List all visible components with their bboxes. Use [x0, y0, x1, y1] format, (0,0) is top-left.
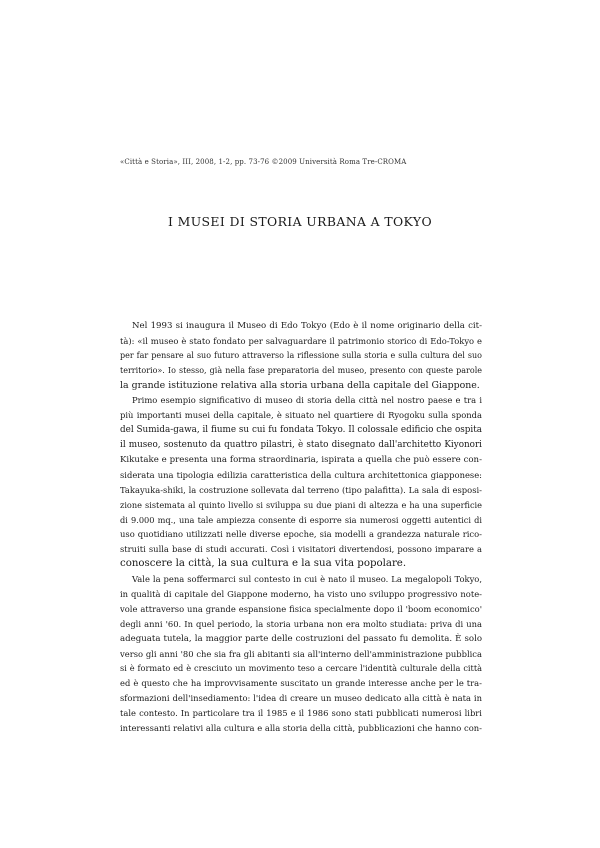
body-line: adeguata tutela, la maggior parte delle costruzioni del passato fu demolita. È solo: [120, 633, 482, 644]
body-line: degli anni '60. In quel periodo, la storia urbana non era molto studiata: priva di una: [120, 618, 482, 629]
body-line: Vale la pena soffermarci sul contesto in cui è nato il museo. La megalopoli Tokyo,: [132, 574, 482, 585]
body-line: Primo esempio significativo di museo di storia della città nel nostro paese e tra i: [132, 395, 482, 406]
body-line: zione sistemata al quinto livello si sviluppa su due piani di altezza e ha una superficie: [120, 499, 482, 510]
body-line: verso gli anni '80 che sia fra gli abitanti sia all'interno dell'amministrazione pubblica: [120, 648, 482, 659]
body-line: Kikutake e presenta una forma straordinaria, ispirata a quella che può essere con-: [120, 455, 482, 466]
body-line: del Sumida-gawa, il fiume su cui fu fondata Tokyo. Il colossale edificio che ospita: [120, 425, 482, 436]
body-line: la grande istituzione relativa alla storia urbana della capitale del Giappone.: [120, 379, 480, 391]
body-line: di 9.000 mq., una tale ampiezza consente di esporre sia numerosi oggetti autentici di: [120, 514, 482, 525]
body-line: il museo, sostenuto da quattro pilastri, è stato disegnato dall'architetto Kiyonori: [120, 440, 482, 451]
body-line: si è formato ed è cresciuto un movimento teso a cercare l'identità culturale della città: [120, 663, 482, 674]
body-line: tale contesto. In particolare tra il 1985 e il 1986 sono stati pubblicati numerosi libri: [120, 708, 482, 719]
body-line: vole attraverso una grande espansione fisica specialmente dopo il 'boom economico': [120, 603, 482, 614]
body-line: Nel 1993 si inaugura il Museo di Edo Tokyo (Edo è il nome originario della cit-: [132, 321, 482, 331]
body-line: interessanti relativi alla cultura e alla storia della città, pubblicazioni che hanno con-: [120, 723, 482, 734]
body-line: uso quotidiano utilizzati nelle diverse epoche, sia modelli a grandezza naturale rico-: [120, 529, 482, 540]
body-line: conoscere la città, la sua cultura e la sua vita popolare.: [120, 558, 407, 570]
body-line: in qualità di capitale del Giappone moderno, ha visto uno sviluppo progressivo note-: [120, 589, 482, 600]
body-line: Takayuka-shiki, la costruzione sollevata dal terreno (tipo palafitta). La sala di esposi-: [120, 484, 482, 495]
body-line: più importanti musei della capitale, è situato nel quartiere di Ryogoku sulla sponda: [120, 410, 482, 421]
body-line: siderata una tipologia edilizia caratteristica della cultura architettonica giapponese:: [120, 469, 482, 480]
article-body: [120, 319, 482, 736]
journal-citation: «Città e Storia», III, 2008, 1-2, pp. 73-76 ©2009 Università Roma Tre-CROMA: [120, 158, 407, 166]
body-line: territorio». Io stesso, già nella fase preparatoria del museo, presento con queste parole: [120, 365, 482, 375]
body-line: struiti sulla base di studi accurati. Così i visitatori divertendosi, possono imparare a: [120, 544, 482, 555]
body-line: per far pensare al suo futuro attraverso la riflessione sulla storia e sulla cultura del suo: [120, 350, 482, 360]
body-line: sformazioni dell'insediamento: l'idea di creare un museo dedicato alla città è nata in: [120, 693, 482, 704]
body-line: ed è questo che ha improvvisamente suscitato un grande interesse anche per le tra-: [120, 678, 482, 689]
article-title: I MUSEI DI STORIA URBANA A TOKYO: [167, 214, 433, 229]
body-line: tà): «il museo è stato fondato per salvaguardare il patrimonio storico di Edo-Tokyo e: [120, 335, 482, 346]
